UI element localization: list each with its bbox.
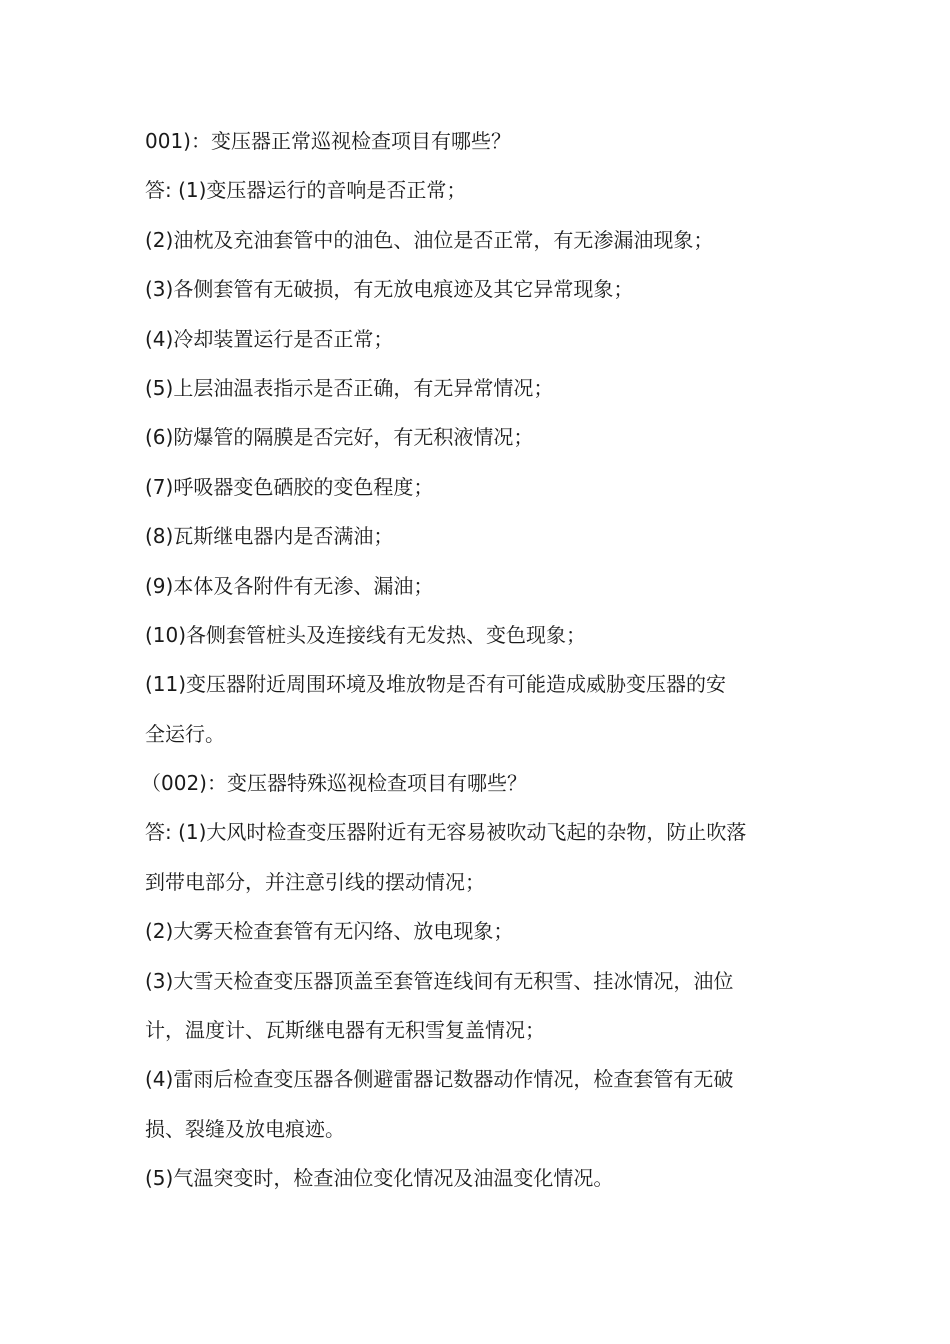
answer-line: (5)气温突变时，检查油位变化情况及油温变化情况。 (145, 1166, 614, 1191)
answer-line: 计，温度计、瓦斯继电器有无积雪复盖情况； (145, 1018, 545, 1043)
answer-line: (6)防爆管的隔膜是否完好，有无积液情况； (145, 425, 534, 450)
answer-line: 到带电部分，并注意引线的摆动情况； (145, 869, 485, 894)
answer-line: 答: (1)大风时检查变压器附近有无容易被吹动飞起的杂物，防止吹落 (145, 820, 747, 845)
answer-line: 全运行。 (145, 721, 225, 746)
document-body (141, 117, 810, 1204)
answer-line: (2)大雾天检查套管有无闪络、放电现象； (145, 919, 514, 944)
answer-line: 答: (1)变压器运行的音响是否正常； (145, 178, 467, 203)
question-heading: 001)：变压器正常巡视检查项目有哪些？ (145, 129, 511, 153)
answer-line: (3)各侧套管有无破损，有无放电痕迹及其它异常现象； (145, 277, 634, 302)
answer-line: (4)雷雨后检查变压器各侧避雷器记数器动作情况，检查套管有无破 (145, 1067, 734, 1092)
answer-line: (3)大雪天检查变压器顶盖至套管连线间有无积雪、挂冰情况，油位 (145, 968, 734, 993)
answer-line: (4)冷却装置运行是否正常； (145, 326, 394, 351)
answer-line: (10)各侧套管桩头及连接线有无发热、变色现象； (145, 622, 587, 647)
answer-line: (11)变压器附近周围环境及堆放物是否有可能造成威胁变压器的安 (145, 672, 727, 697)
answer-line: (5)上层油温表指示是否正确，有无异常情况； (145, 375, 554, 400)
answer-line: 损、裂缝及放电痕迹。 (145, 1116, 345, 1141)
answer-line: (8)瓦斯继电器内是否满油； (145, 524, 394, 549)
answer-line: (2)油枕及充油套管中的油色、油位是否正常，有无渗漏油现象； (145, 227, 714, 252)
answer-line: (7)呼吸器变色硒胶的变色程度； (145, 474, 434, 499)
question-heading: （002)：变压器特殊巡视检查项目有哪些？ (141, 771, 527, 796)
answer-line: (9)本体及各附件有无渗、漏油； (145, 573, 434, 598)
